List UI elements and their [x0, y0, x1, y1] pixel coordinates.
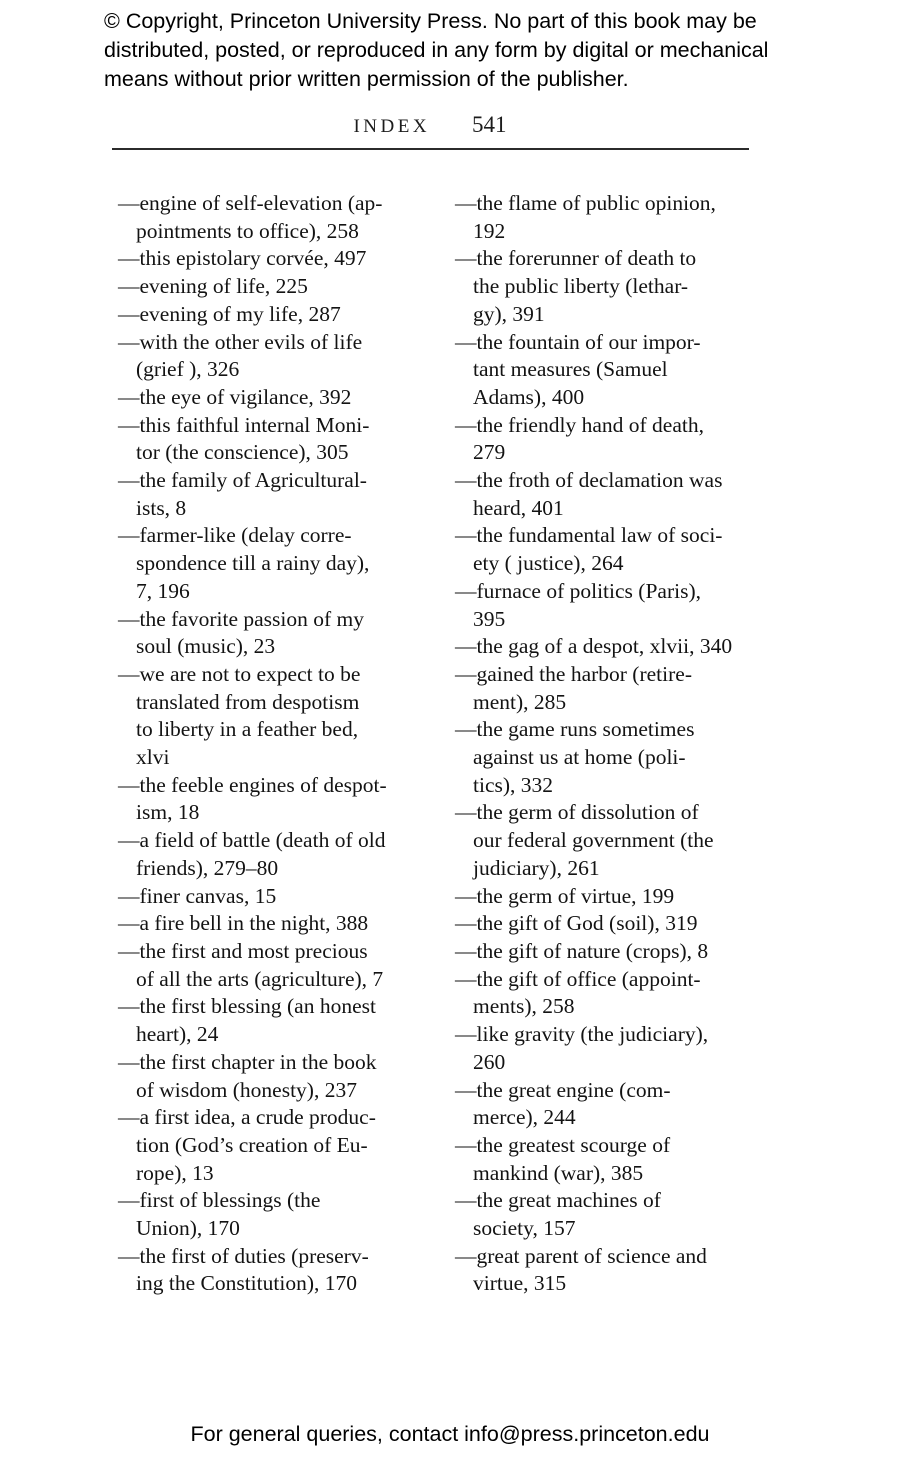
- entry-line: heard, 401: [473, 495, 564, 520]
- entry-line: —the first and most precious: [118, 938, 368, 963]
- index-entry: [455, 522, 777, 577]
- entry-line: —a first idea, a crude produc-: [118, 1105, 376, 1130]
- index-column-right: [455, 190, 777, 1298]
- entry-line: —the first chapter in the book: [118, 1049, 377, 1074]
- entry-line: heart), 24: [136, 1022, 219, 1047]
- entry-line: 279: [473, 440, 506, 465]
- index-entry: [455, 1243, 777, 1298]
- page-title: INDEX: [353, 116, 431, 137]
- index-entry: [118, 1104, 440, 1187]
- index-entry: [118, 661, 440, 772]
- entry-line: —the friendly hand of death,: [455, 412, 704, 437]
- index-column-left: [118, 190, 440, 1298]
- index-entry: [118, 827, 440, 882]
- entry-line: spondence till a rainy day),: [136, 551, 370, 576]
- index-entry: [455, 716, 777, 799]
- index-entry: [118, 467, 440, 522]
- copyright-notice: [104, 7, 824, 94]
- copyright-line: means without prior written permission of the publisher.: [104, 67, 629, 91]
- index-entry: [118, 993, 440, 1048]
- index-entry: [455, 1187, 777, 1242]
- entry-line: —the feeble engines of despot-: [118, 772, 387, 797]
- entry-line: —the fountain of our impor-: [455, 329, 701, 354]
- footer-contact: For general queries, contact info@press.princeton.edu: [190, 1422, 710, 1446]
- entry-line: of wisdom (honesty), 237: [136, 1077, 357, 1102]
- entry-line: tant measures (Samuel: [473, 357, 668, 382]
- header-divider: [112, 148, 749, 150]
- index-entry: [455, 910, 777, 938]
- index-entry: [455, 1077, 777, 1132]
- entry-line: ists, 8: [136, 495, 187, 520]
- entry-line: ety ( justice), 264: [473, 551, 624, 576]
- entry-line: our federal government (the: [473, 828, 714, 853]
- entry-line: —a field of battle (death of old: [118, 828, 386, 853]
- entry-line: —engine of self-elevation (ap-: [118, 191, 383, 215]
- entry-line: mankind (war), 385: [473, 1160, 644, 1185]
- entry-line: ment), 285: [473, 689, 567, 714]
- entry-line: —the greatest scourge of: [455, 1132, 671, 1157]
- entry-line: —furnace of politics (Paris),: [455, 578, 701, 603]
- index-entry: [455, 966, 777, 1021]
- entry-line: tion (God’s creation of Eu-: [136, 1132, 368, 1157]
- entry-line: —evening of my life, 287: [118, 301, 341, 326]
- entry-line: —the great engine (com-: [455, 1077, 671, 1102]
- index-entry: [118, 938, 440, 993]
- entry-line: ism, 18: [136, 800, 200, 825]
- index-entry: [455, 1132, 777, 1187]
- index-entry: [118, 190, 440, 245]
- index-entry: [455, 412, 777, 467]
- copyright-line: © Copyright, Princeton University Press. No part of this book may be: [104, 9, 757, 33]
- entry-line: —the great machines of: [455, 1188, 661, 1213]
- entry-line: ing the Constitution), 170: [136, 1271, 357, 1296]
- entry-line: society, 157: [473, 1216, 576, 1241]
- entry-line: —finer canvas, 15: [118, 883, 277, 908]
- index-entry: [118, 910, 440, 938]
- entry-line: rope), 13: [136, 1160, 214, 1185]
- index-body: [118, 190, 777, 1298]
- index-entry: [455, 938, 777, 966]
- entry-line: —the gift of nature (crops), 8: [455, 938, 709, 963]
- entry-line: ments), 258: [473, 994, 575, 1019]
- entry-line: —we are not to expect to be: [118, 661, 361, 686]
- index-entry: [455, 245, 777, 328]
- entry-line: —the germ of dissolution of: [455, 800, 699, 825]
- entry-line: —great parent of science and: [455, 1243, 707, 1268]
- entry-line: —a fire bell in the night, 388: [118, 911, 369, 936]
- index-entry: [455, 190, 777, 245]
- index-entry: [118, 301, 440, 329]
- entry-line: —gained the harbor (retire-: [455, 661, 692, 686]
- index-entry: [118, 412, 440, 467]
- entry-line: —the family of Agricultural-: [118, 468, 367, 493]
- entry-line: xlvi: [136, 745, 170, 770]
- index-entry: [118, 245, 440, 273]
- entry-line: —the first blessing (an honest: [118, 994, 376, 1019]
- entry-line: —the flame of public opinion,: [455, 191, 716, 215]
- entry-line: —farmer-like (delay corre-: [118, 523, 352, 548]
- index-entry: [455, 578, 777, 633]
- index-entry: [118, 1049, 440, 1104]
- entry-line: gy), 391: [473, 301, 545, 326]
- index-entry: [118, 329, 440, 384]
- index-entry: [455, 633, 777, 661]
- index-entry: [455, 799, 777, 882]
- entry-line: —first of blessings (the: [118, 1188, 321, 1213]
- entry-line: —evening of life, 225: [118, 274, 308, 299]
- entry-line: Adams), 400: [473, 384, 585, 409]
- entry-line: tics), 332: [473, 772, 554, 797]
- entry-line: of all the arts (agriculture), 7: [136, 966, 384, 991]
- index-entry: [118, 1243, 440, 1298]
- index-entry: [118, 772, 440, 827]
- index-entry: [118, 522, 440, 605]
- entry-line: —the eye of vigilance, 392: [118, 384, 352, 409]
- entry-line: —the game runs sometimes: [455, 717, 695, 742]
- entry-line: Union), 170: [136, 1216, 240, 1241]
- entry-line: tor (the conscience), 305: [136, 440, 349, 465]
- index-entry: [118, 384, 440, 412]
- entry-line: —the favorite passion of my: [118, 606, 365, 631]
- entry-line: judiciary), 261: [473, 855, 600, 880]
- index-entry: [455, 1021, 777, 1076]
- page-number: 541: [472, 112, 507, 137]
- entry-line: to liberty in a feather bed,: [136, 717, 359, 742]
- index-entry: [118, 1187, 440, 1242]
- index-entry: [455, 883, 777, 911]
- entry-line: friends), 279–80: [136, 855, 279, 880]
- entry-line: translated from despotism: [136, 689, 360, 714]
- entry-line: pointments to office), 258: [136, 218, 359, 243]
- entry-line: —the gift of God (soil), 319: [455, 911, 698, 936]
- entry-line: —the forerunner of death to: [455, 246, 697, 271]
- index-entry: [455, 467, 777, 522]
- entry-line: —the first of duties (preserv-: [118, 1243, 369, 1268]
- entry-line: —the germ of virtue, 199: [455, 883, 675, 908]
- copyright-line: distributed, posted, or reproduced in any form by digital or mechanical: [104, 38, 769, 62]
- entry-line: 192: [473, 218, 506, 243]
- entry-line: —this epistolary corvée, 497: [118, 246, 367, 271]
- entry-line: —the froth of declamation was: [455, 468, 723, 493]
- running-head: [0, 112, 860, 138]
- entry-line: —the gift of office (appoint-: [455, 966, 701, 991]
- entry-line: 395: [473, 606, 506, 631]
- index-entry: [455, 329, 777, 412]
- entry-line: —with the other evils of life: [118, 329, 363, 354]
- entry-line: —like gravity (the judiciary),: [455, 1022, 709, 1047]
- entry-line: the public liberty (lethar-: [473, 274, 689, 299]
- entry-line: (grief ), 326: [136, 357, 240, 382]
- index-entry: [455, 661, 777, 716]
- entry-line: —this faithful internal Moni-: [118, 412, 370, 437]
- entry-line: 7, 196: [136, 578, 190, 603]
- entry-line: 260: [473, 1049, 506, 1074]
- index-entry: [118, 883, 440, 911]
- entry-line: —the gag of a despot, xlvii, 340: [455, 634, 733, 659]
- entry-line: virtue, 315: [473, 1271, 567, 1296]
- entry-line: against us at home (poli-: [473, 745, 686, 770]
- index-entry: [118, 606, 440, 661]
- entry-line: merce), 244: [473, 1105, 576, 1130]
- entry-line: soul (music), 23: [136, 634, 276, 659]
- index-entry: [118, 273, 440, 301]
- entry-line: —the fundamental law of soci-: [455, 523, 723, 548]
